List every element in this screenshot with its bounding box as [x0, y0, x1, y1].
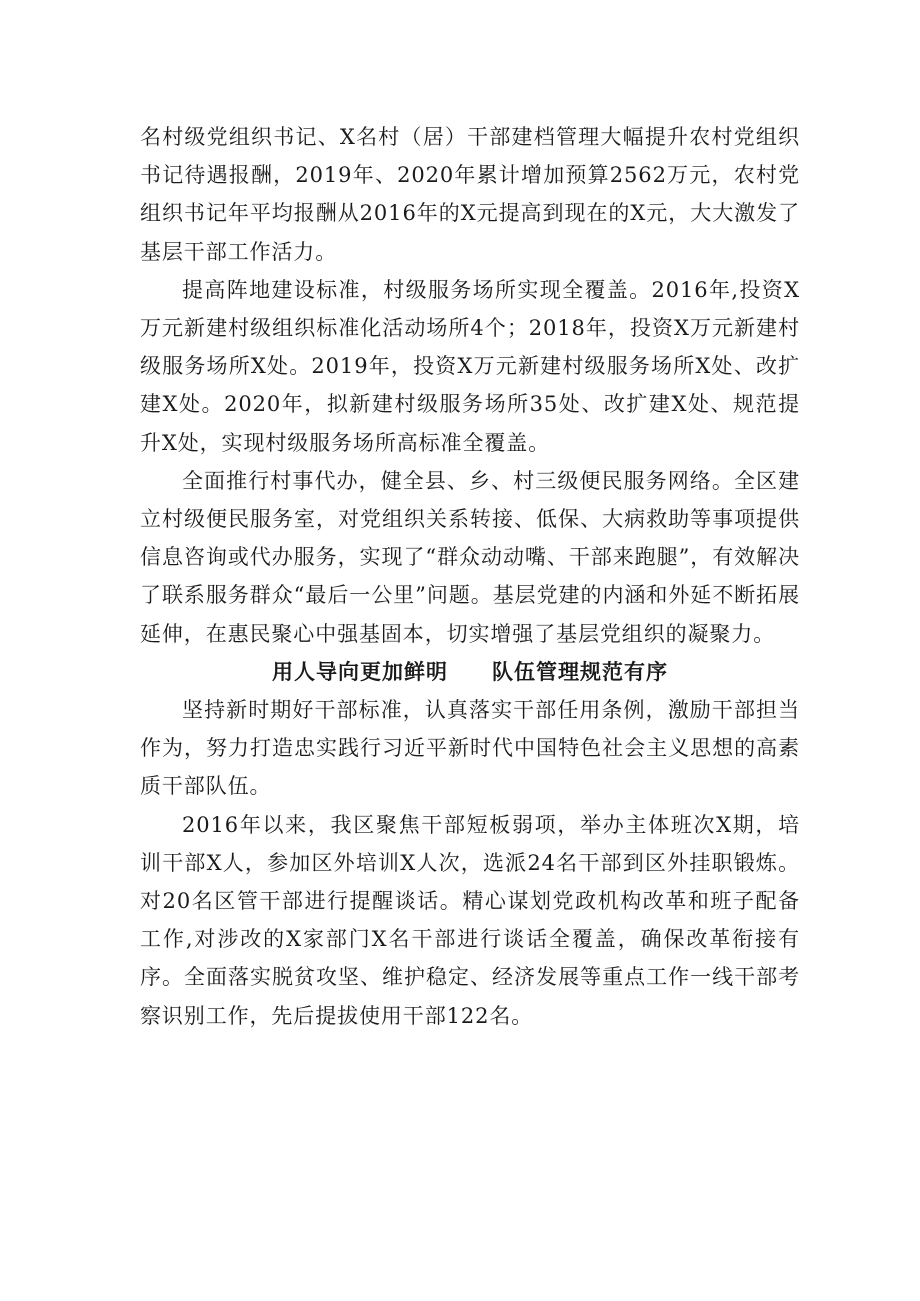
paragraph-2: 提高阵地建设标准，村级服务场所实现全覆盖。2016年,投资X万元新建村级组织标准化活动场所4个；2018年，投资X万元新建村级服务场所X处。2019年，投资X万元新建村级服务场所X处、改扩建X处。2020年，拟新建村级服务场所35处、改扩建X处、规范提升X处，实现村级服务场所高标准全覆盖。 — [140, 277, 800, 455]
document-body — [140, 118, 800, 1035]
paragraph-5: 2016年以来，我区聚焦干部短板弱项，举办主体班次X期，培训干部X人，参加区外培训X人次，选派24名干部到区外挂职锻炼。对20名区管干部进行提醒谈话。精心谋划党政机构改革和班子配备工作,对涉改的X家部门X名干部进行谈话全覆盖，确保改革衔接有序。全面落实脱贫攻坚、维护稳定、经济发展等重点工作一线干部考察识别工作，先后提拔使用干部122名。 — [140, 812, 800, 1028]
paragraph-4: 坚持新时期好干部标准，认真落实干部任用条例，激励干部担当作为，努力打造忠实践行习近平新时代中国特色社会主义思想的高素质干部队伍。 — [140, 698, 800, 799]
paragraph-1: 名村级党组织书记、X名村（居）干部建档管理大幅提升农村党组织书记待遇报酬，2019年、2020年累计增加预算2562万元，农村党组织书记年平均报酬从2016年的X元提高到现在的X元，大大激发了基层干部工作活力。 — [140, 125, 800, 264]
section-heading: 用人导向更加鲜明 队伍管理规范有序 — [272, 659, 668, 684]
paragraph-3: 全面推行村事代办，健全县、乡、村三级便民服务网络。全区建立村级便民服务室，对党组织关系转接、低保、大病救助等事项提供信息咨询或代办服务，实现了“群众动动嘴、干部来跑腿”，有效解决了联系服务群众“最后一公里”问题。基层党建的内涵和外延不断拓展延伸，在惠民聚心中强基固本，切实增强了基层党组织的凝聚力。 — [140, 468, 800, 646]
